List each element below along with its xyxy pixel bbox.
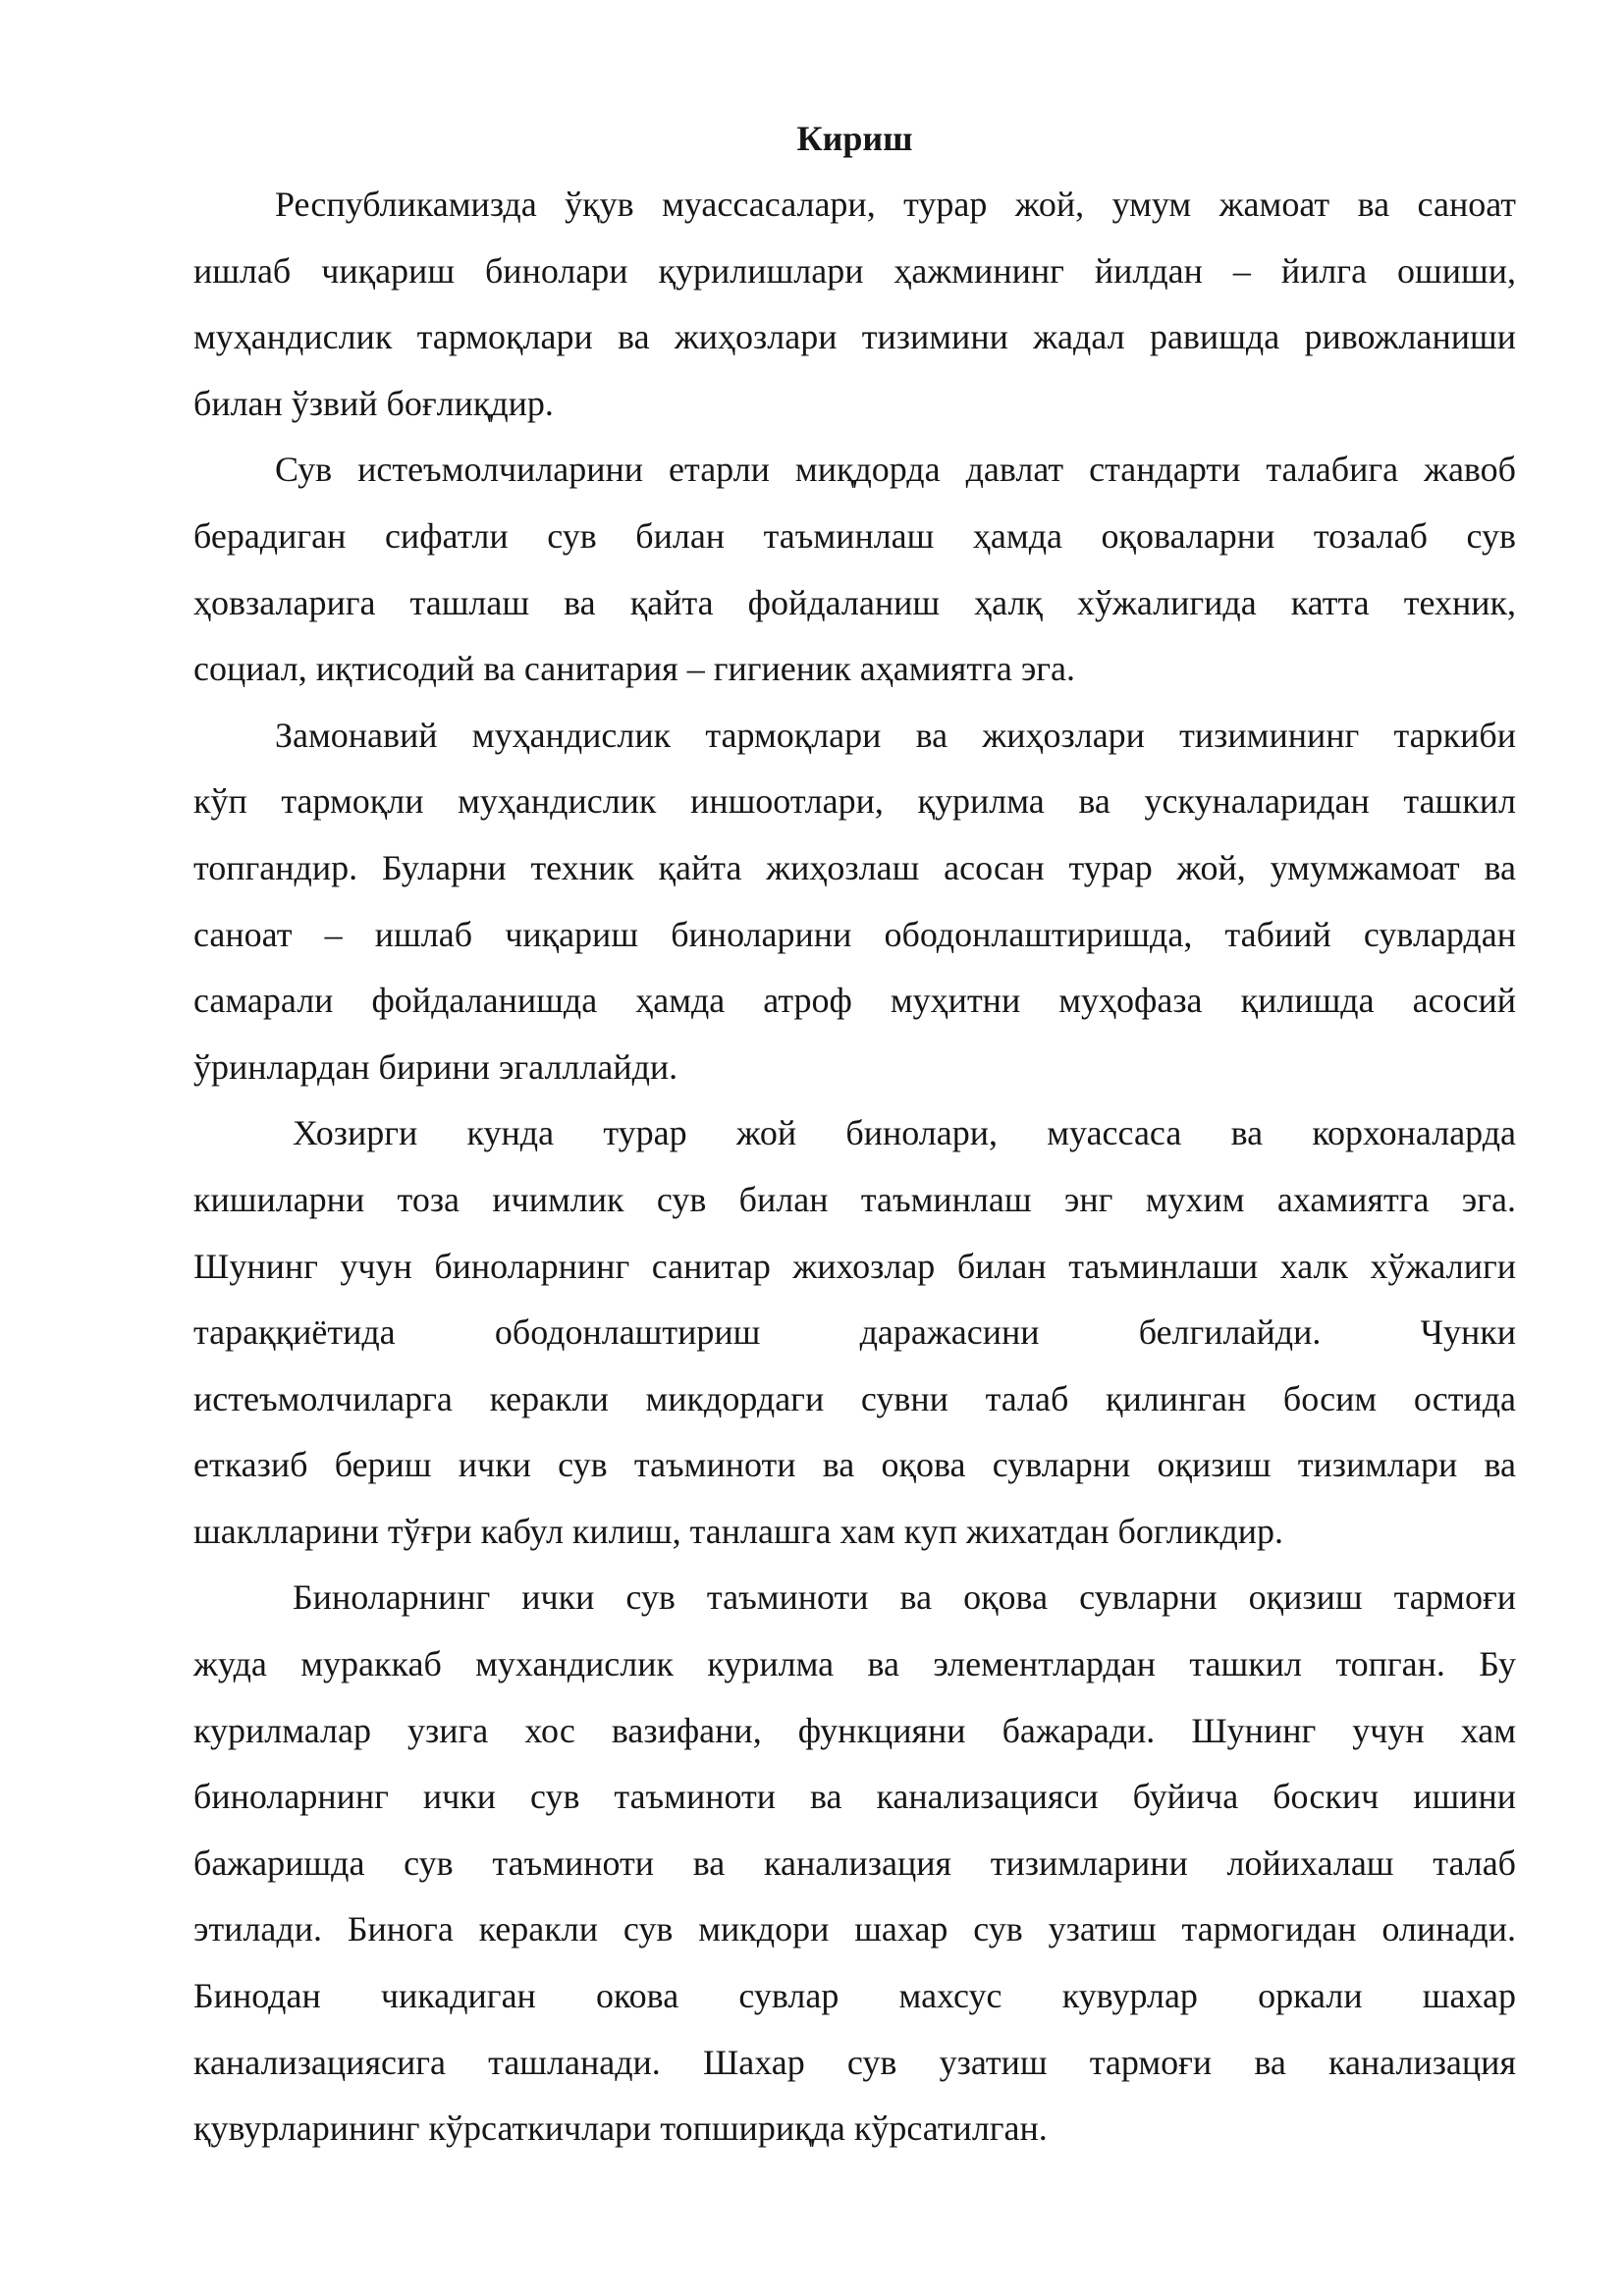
- text-line: бажаришда сув таъминоти ва канализация тизимларини лойихалаш талаб: [193, 1842, 1516, 1883]
- text-line: берадиган сифатли сув билан таъминлаш ҳамда оқоваларни тозалаб сув: [193, 515, 1516, 556]
- text-line: Сув истеъмолчиларини етарли миқдорда давлат стандарти талабига жавоб: [275, 450, 1516, 490]
- text-line: ишлаб чиқариш бинолари қурилишлари ҳажмининг йилдан – йилга ошиши,: [193, 250, 1516, 291]
- text-line: самарали фойдаланишда ҳамда атроф муҳитни муҳофаза қилишда асосий: [193, 981, 1516, 1021]
- text-line: қувурларининг кўрсаткичлари топшириқда кўрсатилган.: [193, 2109, 1048, 2149]
- text-line: Хозирги кунда турар жой бинолари, муассаса ва корхоналарда: [293, 1113, 1516, 1153]
- text-line: жуда мураккаб мухандислик курилма ва элементлардан ташкил топган. Бу: [193, 1644, 1516, 1684]
- text-line: социал, иқтисодий ва санитария – гигиеник аҳамиятга эга.: [193, 649, 1076, 689]
- text-line: кўп тармоқли муҳандислик иншоотлари, қурилма ва ускуналаридан ташкил: [193, 781, 1516, 822]
- text-line: Республикамизда ўқув муассасалари, турар жой, умум жамоат ва саноат: [275, 185, 1516, 224]
- text-line: биноларнинг ички сув таъминоти ва канализацияси буйича боскич ишини: [193, 1777, 1516, 1817]
- text-line: билан ўзвий боғлиқдир.: [193, 383, 554, 423]
- text-line: ҳовзаларига ташлаш ва қайта фойдаланиш ҳалқ хўжалигида катта техник,: [193, 582, 1516, 622]
- paragraph-1: [193, 172, 1516, 437]
- text-line: истеъмолчиларга керакли микдордаги сувни талаб қилинган босим остида: [193, 1378, 1516, 1418]
- paragraph-2: [193, 437, 1516, 702]
- text-line: муҳандислик тармоқлари ва жиҳозлари тизимини жадал равишда ривожланиши: [193, 317, 1516, 357]
- document-body: [193, 172, 1516, 2163]
- text-line: Замонавий муҳандислик тармоқлари ва жиҳозлари тизимининг таркиби: [275, 715, 1516, 755]
- page-title: Кириш: [796, 119, 913, 158]
- text-line: этилади. Бинога керакли сув микдори шахар сув узатиш тармогидан олинади.: [193, 1909, 1516, 1949]
- text-line: канализациясига ташланади. Шахар сув узатиш тармоғи ва канализация: [193, 2042, 1516, 2082]
- paragraph-3: [193, 703, 1516, 1101]
- paragraph-5: [193, 1565, 1516, 2162]
- text-line: саноат – ишлаб чиқариш биноларини ободонлаштиришда, табиий сувлардан: [193, 914, 1516, 954]
- text-line: шаклларини тўғри кабул килиш, танлашга хам куп жихатдан богликдир.: [193, 1511, 1284, 1551]
- text-line: ўринлардан бирини эгалллайди.: [193, 1046, 678, 1087]
- text-line: топгандир. Буларни техник қайта жиҳозлаш асосан турар жой, умумжамоат ва: [193, 847, 1516, 887]
- text-line: курилмалар узига хос вазифани, функцияни бажаради. Шунинг учун хам: [193, 1710, 1516, 1750]
- text-line: кишиларни тоза ичимлик сув билан таъминлаш энг мухим ахамиятга эга.: [193, 1179, 1516, 1219]
- text-line: етказиб бериш ички сув таъминоти ва оқова сувларни оқизиш тизимлари ва: [193, 1445, 1516, 1485]
- text-line: тараққиётида ободонлаштириш даражасини белгилайди. Чунки: [193, 1312, 1516, 1353]
- paragraph-4: [193, 1100, 1516, 1565]
- text-line: Шунинг учун биноларнинг санитар жихозлар билан таъминлаши халк хўжалиги: [193, 1246, 1516, 1286]
- text-line: Биноларнинг ички сув таъминоти ва оқова сувларни оқизиш тармоғи: [293, 1577, 1516, 1618]
- text-line: Бинодан чикадиган окова сувлар махсус кувурлар оркали шахар: [193, 1976, 1516, 2016]
